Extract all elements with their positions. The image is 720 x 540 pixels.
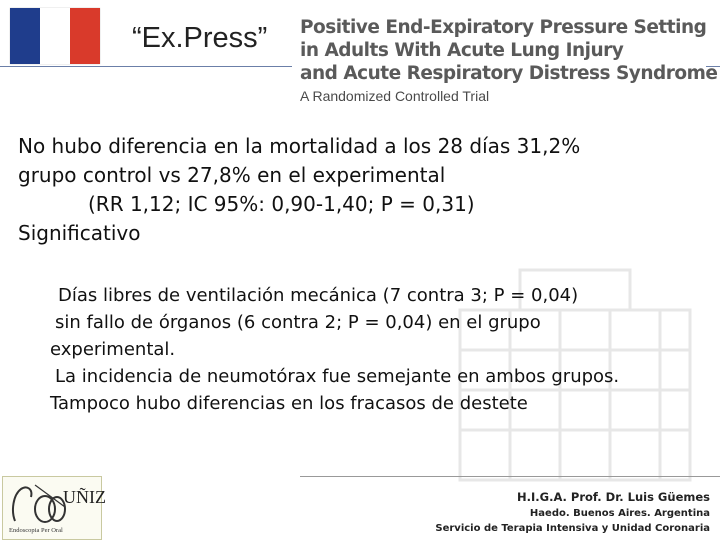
footer-hospital: H.I.G.A. Prof. Dr. Luis Güemes — [517, 490, 710, 504]
body-line: Significativo — [18, 221, 141, 245]
detail-line: Días libres de ventilación mecánica (7 contra 3; P = 0,04) — [58, 285, 579, 306]
study-title — [300, 16, 717, 85]
body-line: grupo control vs 27,8% en el experimental — [18, 163, 446, 187]
details-text — [50, 282, 720, 417]
header-divider — [0, 66, 292, 67]
flag-stripe-red — [70, 8, 100, 64]
logo-caption: Endoscopia Per Oral — [9, 527, 63, 534]
footer-location: Haedo. Buenos Aires. Argentina — [529, 508, 710, 519]
detail-line: sin fallo de órganos (6 contra 2; P = 0,04) en el grupo — [55, 312, 541, 333]
clinic-logo — [2, 476, 106, 540]
body-line-stats: (RR 1,12; IC 95%: 0,90-1,40; P = 0,31) — [88, 192, 475, 216]
detail-line: La incidencia de neumotórax fue semejante en ambos grupos. — [55, 366, 620, 387]
detail-line: Tampoco hubo diferencias en los fracasos de destete — [50, 393, 528, 414]
footer-service: Servicio de Terapia Intensiva y Unidad Coronaria — [435, 523, 710, 534]
france-flag — [10, 8, 100, 64]
main-text — [18, 132, 718, 248]
institution-footer — [435, 489, 710, 536]
study-title-line: in Adults With Acute Lung Injury — [300, 40, 624, 61]
flag-stripe-white — [40, 8, 70, 64]
footer-divider — [300, 476, 720, 477]
flag-stripe-blue — [10, 8, 40, 64]
logo-name: UÑIZ — [63, 487, 106, 507]
body-line: No hubo diferencia en la mortalidad a los 28 días 31,2% — [18, 134, 581, 158]
study-subtitle: A Randomized Controlled Trial — [300, 88, 490, 104]
study-title-line: Positive End-Expiratory Pressure Setting — [300, 17, 707, 38]
endoscope-logo-icon — [7, 481, 67, 525]
study-title-line: and Acute Respiratory Distress Syndrome — [300, 63, 718, 84]
trial-name: “Ex.Press” — [132, 22, 268, 54]
detail-line: experimental. — [50, 339, 176, 360]
